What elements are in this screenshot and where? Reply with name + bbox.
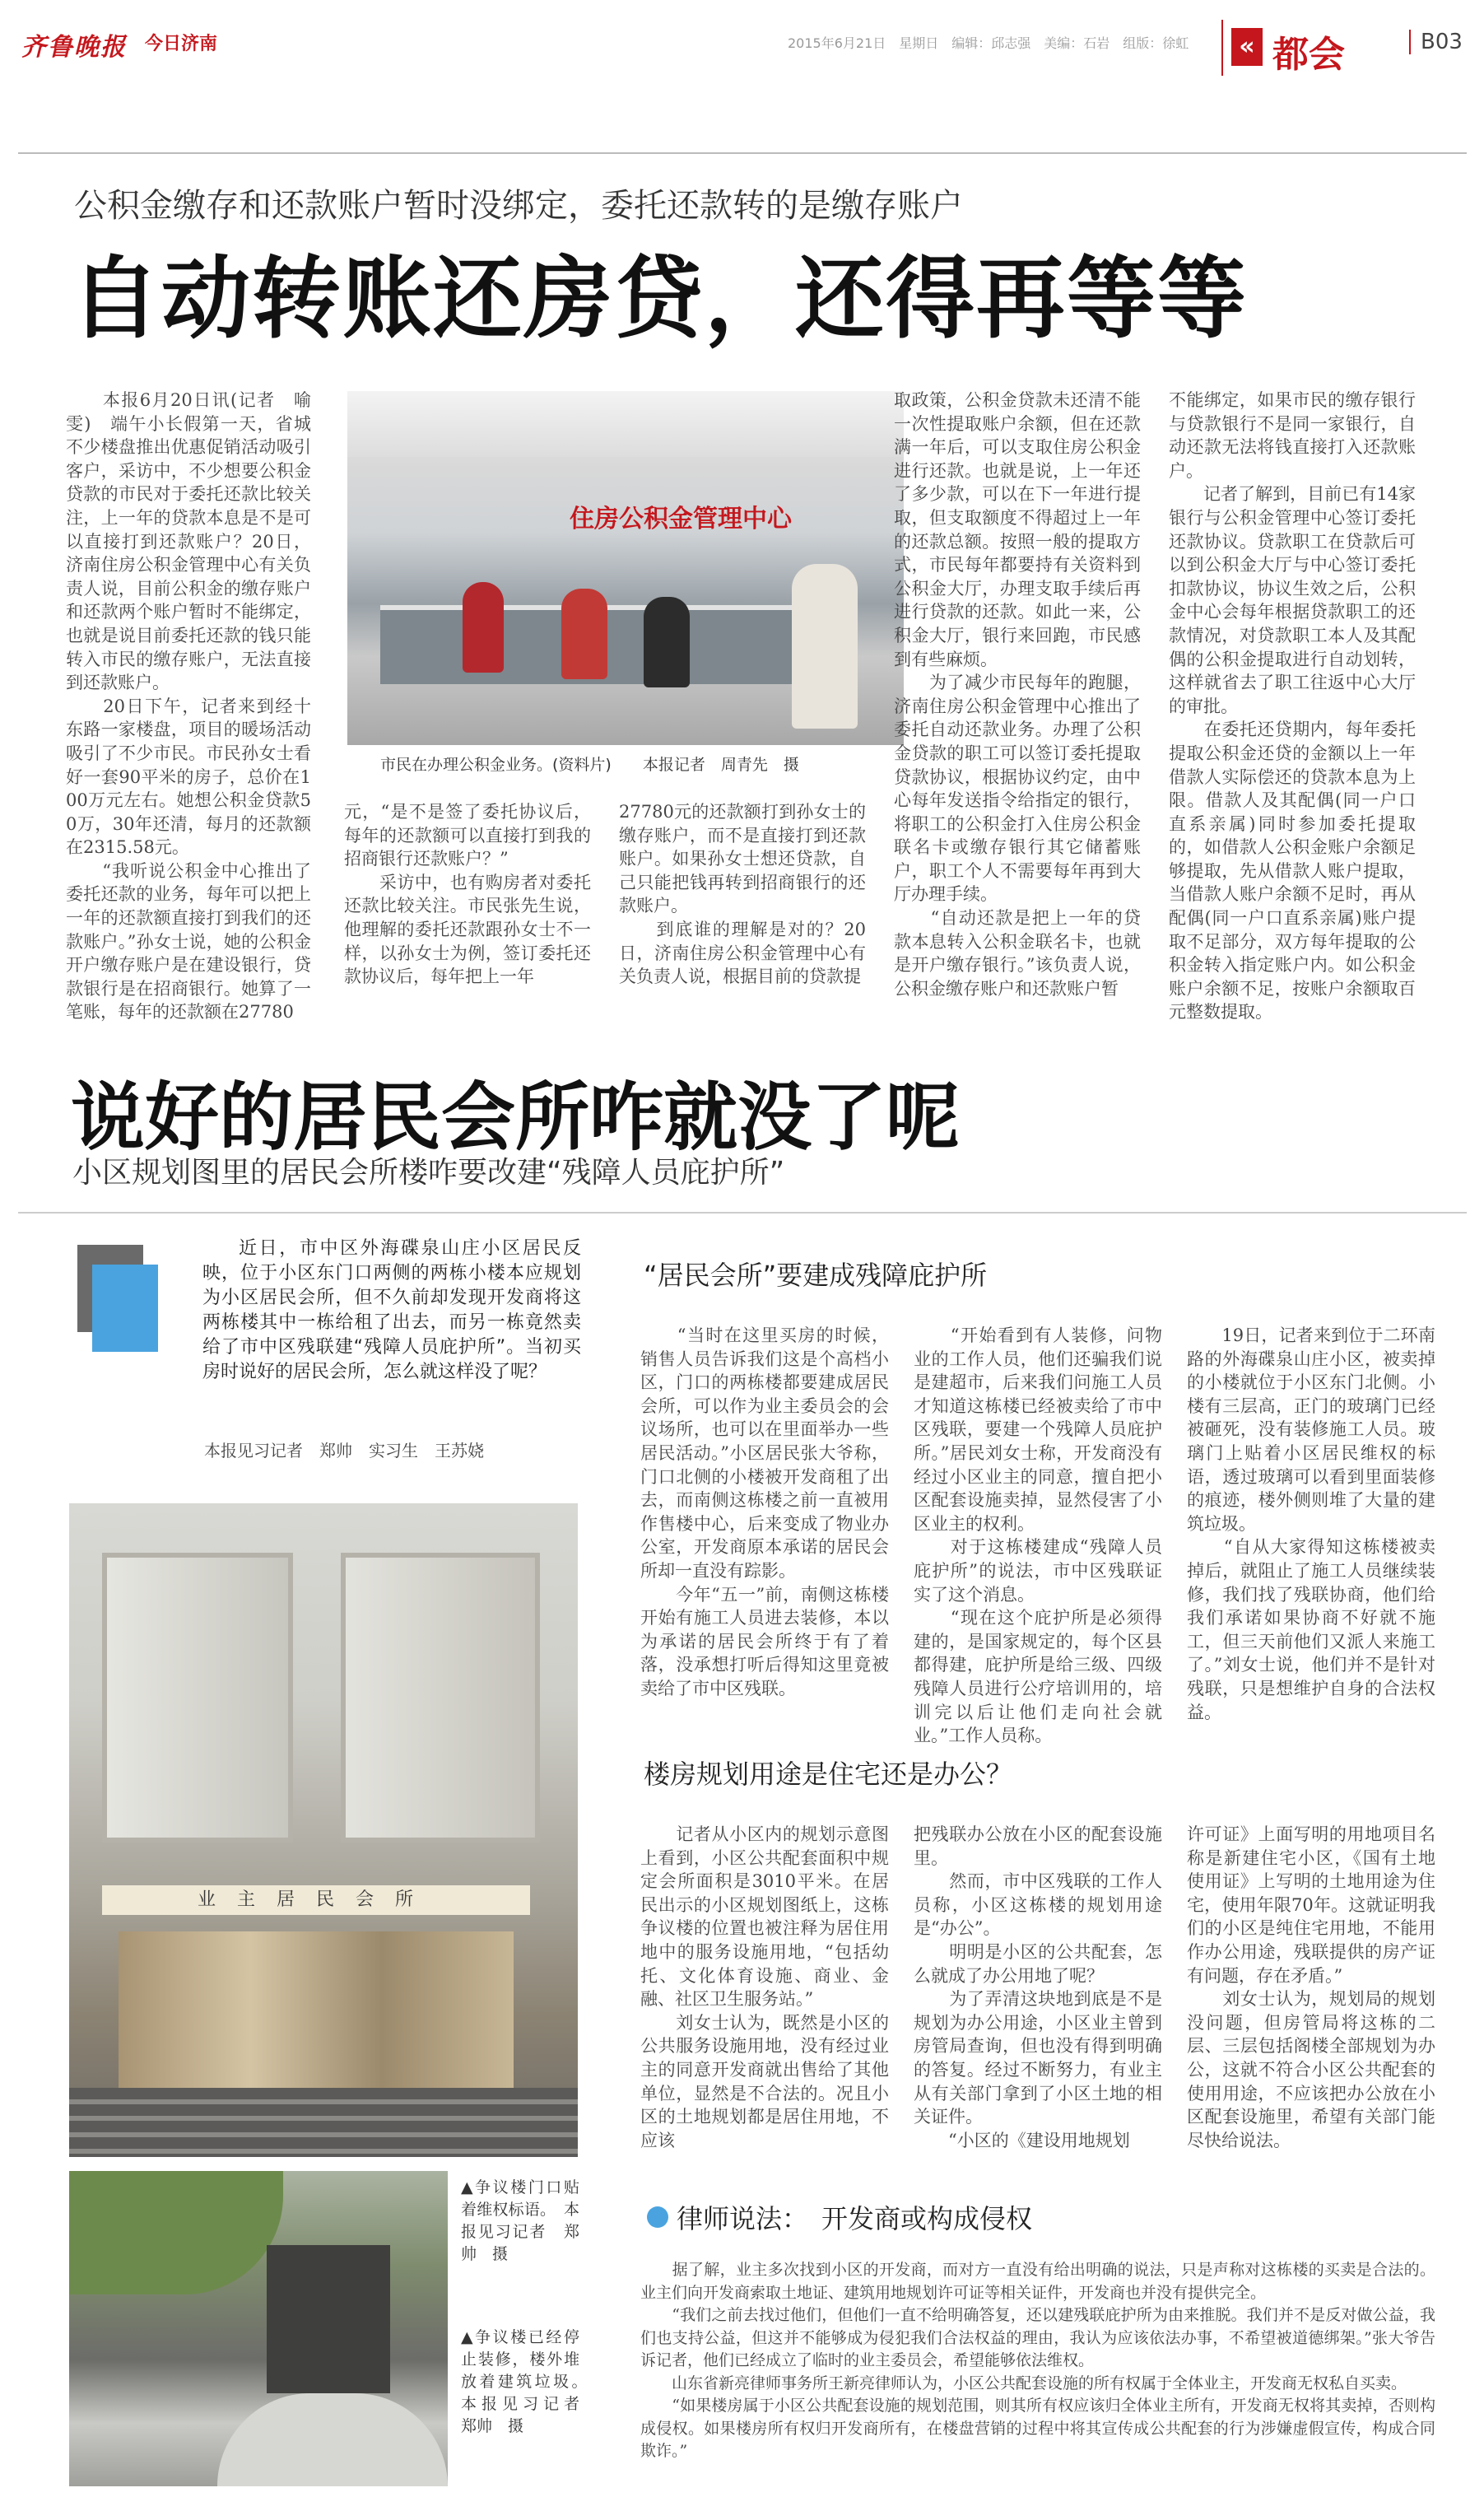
article2-subhead-2: 楼房规划用途是住宅还是办公？ [644,1759,1013,1790]
article1-subheadline: 公积金缴存和还款账户暂时没绑定，委托还款转的是缴存账户 [74,187,963,225]
photo-counter [380,605,841,684]
article1-col4: 取政策，公积金贷款未还清不能一次性提取账户余额，但在还款满一年后，可以支取住房公积金进行还款。也就是说，上一年还了多少款，可以在下一年进行提取，但支取额度不得超过上一年的还款总额。按照一般的提取方式，市民每年都要持有关资料到公积金大厅，办理支取手续后再进行贷款的还款。如此一来，公积金大厅，银行来回跑，市民感到有些麻烦。 为了减少市民每年的跑腿，济南住房公积金管理中心推出了委托自动还款业务。办理了公积金贷款的职工可以签订委托提取贷款协议，根据协议约定，由中心每年发送指令给指定的银行，将职工的公积金打入住房公积金联名卡或缴存银行其它储蓄账户，职工个人不需要每年再到大厅办理手续。 “自动还款是把上一年的贷款本息转入公积金联名卡，也就是开户缴存银行。”该负责人说，公积金缴存账户和还款账户暂 [894,390,1141,999]
article1-photo-caption: 市民在办理公积金业务。(资料片) 本报记者 周青先 摄 [380,756,799,774]
issue-info: 2015年6月21日 星期日 编辑：邱志强 美编：石岩 组版：徐虹 [788,35,1189,51]
section-badge-label: 都会 [1272,34,1345,76]
photo-person [644,597,690,687]
article2-lawyer-text: 据了解，业主多次找到小区的开发商，而对方一直没有给出明确的说法，只是声称对这栋楼的买卖是合法的。业主们向开发商索取土地证、建筑用地规划许可证等相关证件，开发商也并没有提供完全。 “我们之前去找过他们，但他们一直不给明确答复，还以建残联庇护所为由来推脱。我们并不是反对做公益，我们也支持公益，但这并不能够成为侵犯我们合法权益的理由，我认为应该依法办事，不希望被道德绑架。”张大爷告诉记者，他们已经成立了临时的业主委员会，希望能够依法维权。 山东省新亮律师事务所王新亮律师认为，小区公共配套设施的所有权属于全体业主，开发商无权私自买卖。 “如果楼房属于小区公共配套设施的规划范围，则其所有权应该归全体业主所有，开发商无权将其卖掉，否则构成侵权。如果楼房所有权归开发商所有，在楼盘营销的过程中将其宣传成公共配套的行为涉嫌虚假宣传，构成合同欺诈。” [640,2261,1435,2460]
article2-rule [18,1212,1467,1214]
photo-person [463,582,504,673]
masthead [18,15,1467,81]
photo-steps [69,2088,578,2157]
article2-s2-col1: 记者从小区内的规划示意图上看到，小区公共配套面积中规定会所面积是3010平米。在居民出示的小区规划图纸上，这栋争议楼的位置也被注释为居住用地中的服务设施用地，“包括幼托、文化体育设施、商业、金融、社区卫生服务站。” 刘女士认为，既然是小区的公共服务设施用地，没有经过业主的同意开发商就出售给了其他单位，显然是不合法的。况且小区的土地规划都是居住用地，不应该 [640,1824,889,2150]
article2-photo-building [69,1503,578,2157]
paper-logo: 齐鲁晚报 [21,33,127,62]
article1-col3: 27780元的还款额打到孙女士的缴存账户，而不是直接打到还款账户。如果孙女士想还贷款，自己只能把钱再转到招商银行的还款账户。 到底谁的理解是对的？20日，济南住房公积金管理中心有关负责人说，根据目前的贷款提 [619,802,866,987]
article2-headline: 说好的居民会所咋就没了呢 [71,1074,960,1161]
chevron-left-icon: « [1231,28,1263,66]
photo-person [561,589,607,679]
article1-col2: 元，“是不是签了委托协议后，每年的还款额可以直接打到我的招商银行还款账户？” 采访中，也有购房者对委托还款比较关注。市民张先生说，他理解的委托还款跟孙女士不一样，以孙女士为例，签订委托还款协议后，每年把上一年 [344,802,591,987]
article2-s2-col2: 把残联办公放在小区的配套设施里。 然而，市中区残联的工作人员称，小区这栋楼的规划用途是“办公”。 明明是小区的公共配套，怎么就成了办公用地了呢？ 为了弄清这块地到底是不是规划为办公用途，小区业主曾到房管局查询，但也没有得到明确的答复。经过不断努力，有业主从有关部门拿到了小区土地的相关证件。 “小区的《建设用地规划 [914,1824,1162,2150]
photo-wall-sign: 住房公积金管理中心 [570,505,792,533]
masthead-rule [18,152,1467,154]
article2-subhead-1: “居民会所”要建成残障庇护所 [644,1260,988,1291]
document-icon [69,1245,158,1352]
photo-tree [69,2171,283,2294]
page-number: B03 [1409,30,1463,54]
bullet-dot-icon [647,2206,668,2228]
photo-rubble-pile [217,2393,448,2486]
article1-headline: 自动转账还房贷，还得再等等 [71,248,1249,351]
article1-col1: 本报6月20日讯(记者 喻雯) 端午小长假第一天，省城不少楼盘推出优惠促销活动吸引客户，采访中，不少想要公积金贷款的市民对于委托还款比较关注，上一年的贷款本息是不是可以直接打到还款账户？20日，济南住房公积金管理中心有关负责人说，目前公积金的缴存账户和还款两个账户暂时不能绑定，也就是说目前委托还款的钱只能转入市民的缴存账户，无法直接到还款账户。 20日下午，记者来到经十东路一家楼盘，项目的暖场活动吸引了不少市民。市民孙女士看好一套90平米的房子，总价在100万元左右。她想公积金贷款50万，30年还清，每月的还款额在2315.58元。 “我听说公积金中心推出了委托还款的业务，每年可以把上一年的还款额直接打到我们的还款账户。”孙女士说，她的公积金开户缴存账户是在建设银行，贷款银行是在招商银行。她算了一笔账，每年的还款额在27780 [66,390,311,1023]
section-name: 今日济南 [145,34,218,54]
article2-caption-bottom: ▲争议楼已经停止装修，楼外堆放着建筑垃圾。 本报见习记者 郑帅 摄 [461,2328,596,2435]
photo-window [341,1553,540,1842]
article2-subhead-3: 律师说法： 开发商或构成侵权 [677,2203,1033,2234]
photo-window [102,1553,293,1842]
photo-door [119,1931,514,2088]
article2-byline: 本报见习记者 郑帅 实习生 王苏娆 [204,1441,484,1460]
article2-photo-rubble [69,2171,448,2486]
article2-s1-col2: “开始看到有人装修，问物业的工作人员，他们还骗我们说是建超市，后来我们问施工人员才知道这栋楼已经被卖给了市中区残联，要建一个残障人员庇护所。”居民刘女士称，开发商没有经过小区业主的同意，擅自把小区配套设施卖掉，显然侵害了小区业主的权利。 对于这栋楼建成“残障人员庇护所”的说法，市中区残联证实了这个消息。 “现在这个庇护所是必须得建的，是国家规定的，每个区县都得建，庇护所是给三级、四级残障人员进行公疗培训用的，培训完以后让他们走向社会就业。”工作人员称。 [914,1325,1162,1746]
article2-subheadline: 小区规划图里的居民会所楼咋要改建“残障人员庇护所” [72,1156,785,1190]
article2-s2-col3: 许可证》上面写明的用地项目名称是新建住宅小区，《国有土地使用证》上写明的土地用途为住宅，使用年限70年。这就证明我们的小区是纯住宅用地，不能用作办公用途，残联提供的房产证有问题，存在矛盾。” 刘女士认为，规划局的规划没问题，但房管局将这栋的二层、三层包括阁楼全部规划为办公，这就不符合小区公共配套的使用用途，不应该把办公放在小区配套设施里，希望有关部门能尽快给说法。 [1187,1824,1435,2150]
article1-col5: 不能绑定，如果市民的缴存银行与贷款银行不是同一家银行，自动还款无法将钱直接打入还款账户。 记者了解到，目前已有14家银行与公积金管理中心签订委托还款协议。贷款职工在贷款后可以到公积金大厅与中心签订委托扣款协议，协议生效之后，公积金中心会每年根据贷款职工的还款情况，对贷款职工本人及其配偶的公积金提取进行自动划转，这样就省去了职工往返中心大厅的审批。 在委托还贷期内，每年委托提取公积金还贷的金额以上一年借款人实际偿还的贷款本息为上限。借款人及其配偶(同一户口直系亲属)同时参加委托提取的，如借款人公积金账户余额足够提取，先从借款人账户提取，当借款人账户余额不足时，再从配偶(同一户口直系亲属)账户提取不足部分，双方每年提取的公积金转入指定账户内。如公积金账户余额不足，按账户余额取百元整数提取。 [1169,390,1416,1023]
section-badge [1221,20,1388,76]
article2-caption-top: ▲争议楼门口贴着维权标语。 本报见习记者 郑帅 摄 [461,2178,579,2263]
article2-s1-col3: 19日，记者来到位于二环南路的外海碟泉山庄小区，被卖掉的小楼就位于小区东门北侧。小楼有三层高，正门的玻璃门已经被砸死，没有装修施工人员。玻璃门上贴着小区居民维权的标语，透过玻璃可以看到里面装修的痕迹，楼外侧则堆了大量的建筑垃圾。 “自从大家得知这栋楼被卖掉后，就阻止了施工人员继续装修，我们找了残联协商，他们给我们承诺如果协商不好就不施工，但三天前他们又派人来施工了。”刘女士说，他们并不是针对残联，只是想维护自身的合法权益。 [1187,1325,1435,1722]
photo-ceiling [347,391,904,457]
photo-doorway [267,2245,390,2393]
photo-person [792,564,858,729]
article2-lead: 近日，市中区外海碟泉山庄小区居民反映，位于小区东门口两侧的两栋小楼本应规划为小区居民会所，但不久前却发现开发商将这两栋楼其中一栋给租了出去，而另一栋竟然卖给了市中区残联建“残障人员庇护所”。当初买房时说好的居民会所，怎么就这样没了呢？ [202,1238,581,1382]
article2-s1-col1: “当时在这里买房的时候，销售人员告诉我们这是个高档小区，门口的两栋楼都要建成居民会所，可以作为业主委员会的会议场所，也可以在里面举办一些居民活动。”小区居民张大爷称，门口北侧的小楼被开发商租了出去，而南侧这栋楼之前一直被用作售楼中心，后来变成了物业办公室，开发商原本承诺的居民会所却一直没有踪影。 今年“五一”前，南侧这栋楼开始有施工人员进去装修，本以为承诺的居民会所终于有了着落，没承想打听后得知这里竟被卖给了市中区残联。 [640,1325,889,1698]
article1-photo [347,391,904,745]
photo-banner: 业主居民会所 [102,1885,530,1915]
